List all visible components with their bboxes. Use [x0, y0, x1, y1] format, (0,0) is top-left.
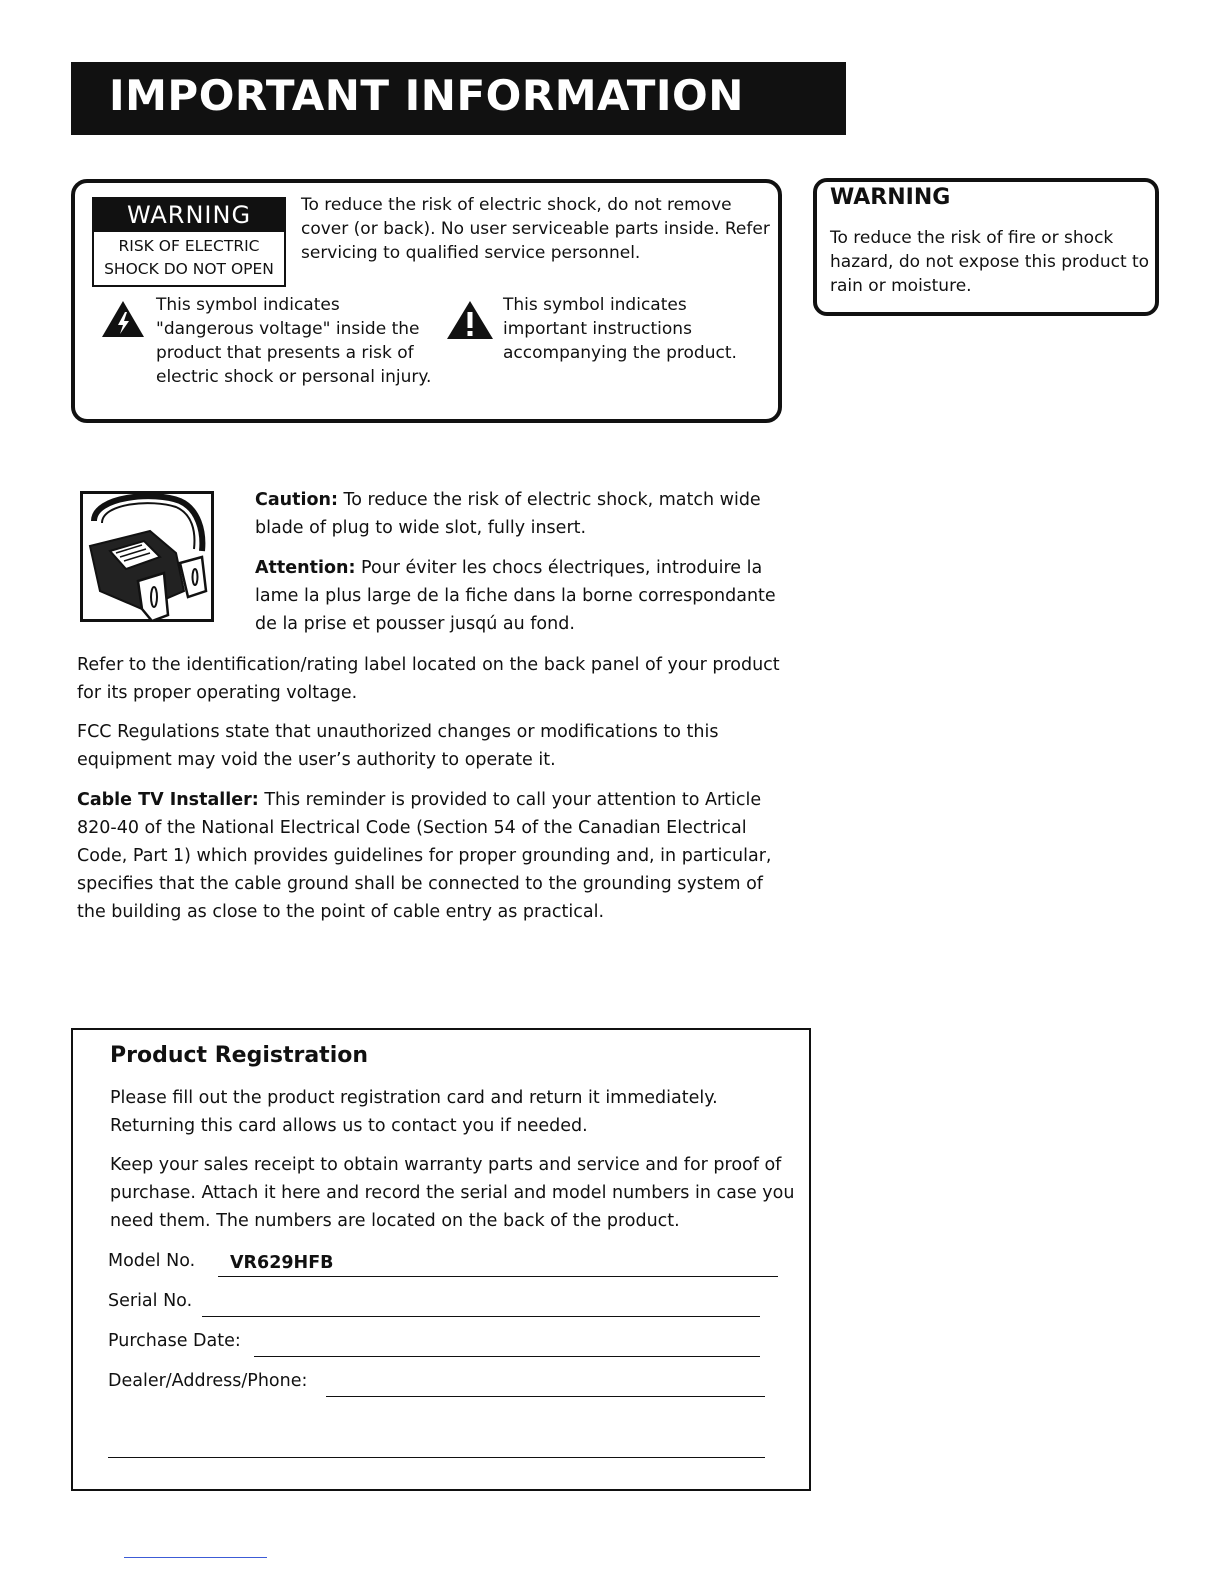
warning-label-line1: RISK OF ELECTRIC	[118, 237, 260, 255]
warning-label-line2: SHOCK DO NOT OPEN	[104, 260, 274, 278]
cable-installer-paragraph	[77, 786, 797, 926]
purchase-date-label: Purchase Date:	[108, 1331, 241, 1351]
model-number-label: Model No.	[108, 1251, 196, 1271]
exclamation-triangle-icon	[445, 299, 495, 341]
registration-paragraph-1: Please fill out the product registration card and return it immediately. Returning this card allows us to contact you if needed.	[110, 1088, 718, 1136]
voltage-symbol-text: This symbol indicates "dangerous voltage" inside the product that presents a risk of electric shock or personal injury.	[156, 295, 432, 387]
attention-text: Pour éviter les chocs électriques, introduire la lame la plus large de la fiche dans la borne correspondante de la prise et pousser jusqú au fond.	[255, 558, 776, 634]
page-title: IMPORTANT INFORMATION	[109, 71, 744, 120]
dealer-extra-line[interactable]	[108, 1457, 765, 1458]
attention-paragraph	[255, 554, 785, 638]
warning-label-title: WARNING	[94, 199, 284, 232]
warning-box-electric-shock	[71, 179, 782, 423]
cable-installer-text: This reminder is provided to call your attention to Article 820-40 of the National Electrical Code (Section 54 of the Canadian Electrical Code, Part 1) which provides guidelines for proper grounding and, in particular, specifies that the cable ground shall be connected to the grounding system of the building as close to the point of cable entry as practical.	[77, 790, 772, 922]
voltage-symbol-block	[100, 293, 440, 418]
serial-number-label: Serial No.	[108, 1291, 193, 1311]
warning-label-subtitle	[94, 232, 284, 281]
dealer-line[interactable]	[326, 1369, 765, 1397]
registration-paragraph-2: Keep your sales receipt to obtain warranty parts and service and for proof of purchase. Attach it here and record the serial and model numbers in case you need them. The numbers are located on the back of the product.	[110, 1155, 795, 1231]
warning-side-text: To reduce the risk of fire or shock hazard, do not expose this product to rain or moisture.	[830, 228, 1150, 296]
serial-number-line[interactable]	[202, 1289, 760, 1317]
fcc-paragraph: FCC Regulations state that unauthorized changes or modifications to this equipment may void the user’s authority to operate it.	[77, 722, 719, 770]
warning-label	[92, 197, 286, 287]
purchase-date-field	[108, 1327, 760, 1357]
lightning-triangle-icon	[100, 299, 146, 339]
instructions-symbol-block	[445, 293, 775, 373]
polarized-plug-icon	[80, 491, 214, 622]
caution-text: To reduce the risk of electric shock, match wide blade of plug to wide slot, fully insert.	[255, 490, 761, 538]
caution-paragraph	[255, 486, 785, 542]
model-number-line[interactable]	[218, 1249, 778, 1277]
model-number-field	[108, 1247, 778, 1277]
serial-number-field	[108, 1287, 760, 1317]
registration-title: Product Registration	[110, 1043, 369, 1068]
model-number-value: VR629HFB	[230, 1253, 334, 1273]
cable-installer-label: Cable TV Installer:	[77, 790, 259, 810]
page-header	[71, 62, 846, 135]
attention-label: Attention:	[255, 558, 356, 578]
voltage-reference-paragraph: Refer to the identification/rating label located on the back panel of your product for its proper operating voltage.	[77, 655, 780, 703]
warning-box-fire	[813, 178, 1159, 316]
purchase-date-line[interactable]	[254, 1329, 760, 1357]
warning-side-title: WARNING	[830, 185, 951, 210]
instructions-symbol-text: This symbol indicates important instructions accompanying the product.	[503, 295, 737, 363]
caution-label: Caution:	[255, 490, 338, 510]
footer-rule	[124, 1557, 267, 1558]
dealer-field	[108, 1367, 765, 1397]
warning-main-text: To reduce the risk of electric shock, do not remove cover (or back). No user serviceable parts inside. Refer servicing to qualified service personnel.	[301, 195, 770, 263]
dealer-label: Dealer/Address/Phone:	[108, 1371, 308, 1391]
